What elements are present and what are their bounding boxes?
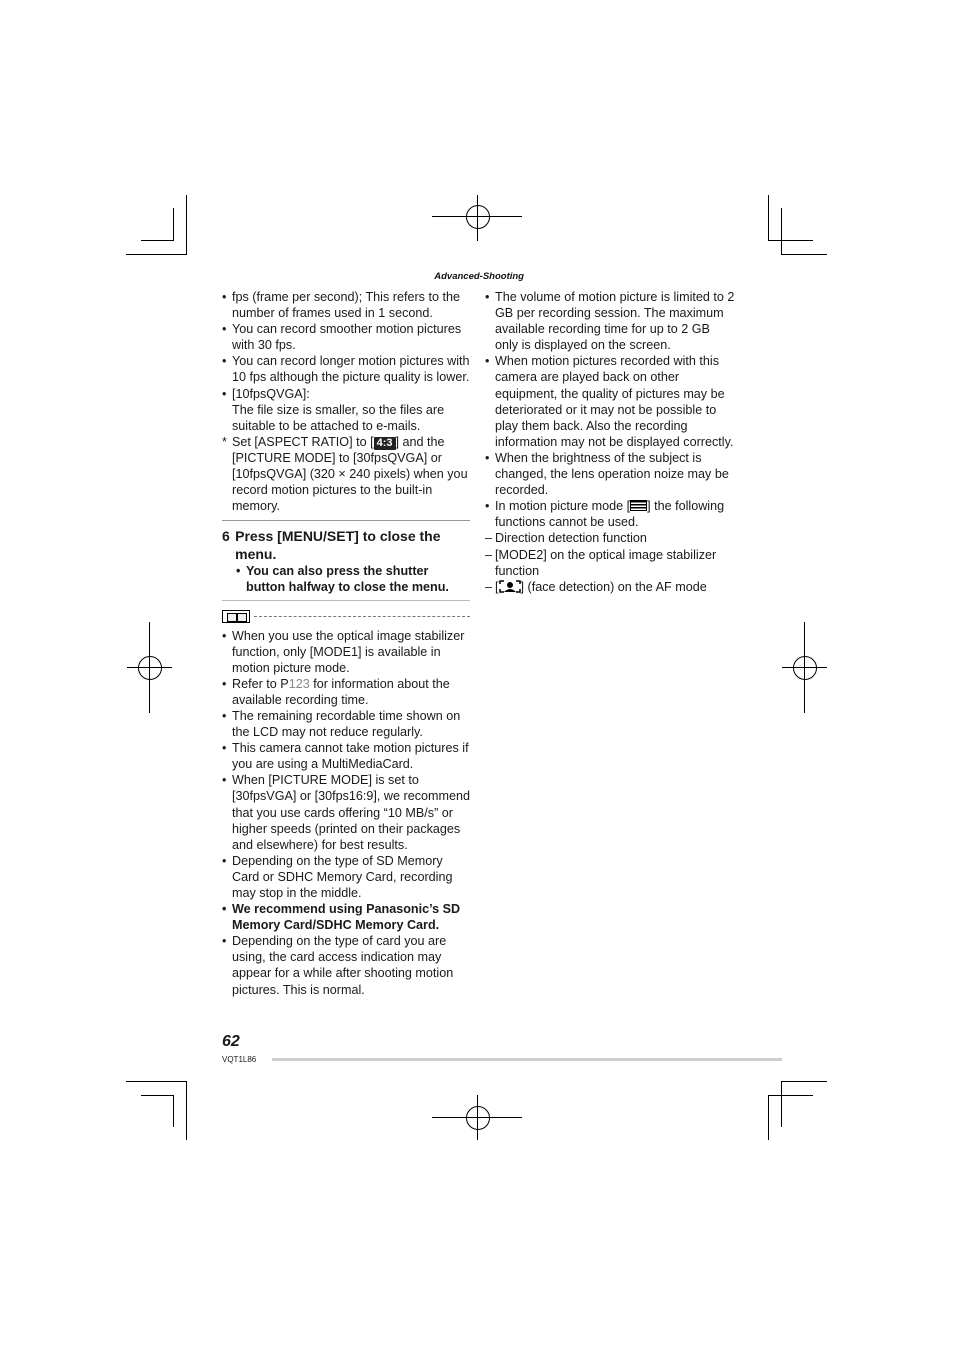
crop-mark xyxy=(781,1081,782,1127)
crop-mark xyxy=(768,1095,813,1096)
note-item: • Depending on the type of card you are using, the card access indication may appear for a while after shooting motion pictures. This is normal. xyxy=(222,934,454,997)
asterisk-note: * Set [ASPECT RATIO] to [ 4:3 ] and the [PICTURE MODE] to [30fpsQVGA] or [10fpsQVGA] (320 × 240 pixels) when you record motion pictures to the built-in memory. xyxy=(222,434,468,514)
motion-picture-mode-icon xyxy=(630,500,647,511)
dash-item: – [ ] (face detection) on the AF mode xyxy=(485,579,707,594)
section-title: Advanced-Shooting xyxy=(434,271,524,282)
crop-mark xyxy=(173,208,174,241)
step-number: 6 xyxy=(222,528,230,545)
dash-item: – Direction detection function xyxy=(485,531,647,546)
list-item: • In motion picture mode [ ] the following functions cannot be used. xyxy=(485,499,725,530)
left-column xyxy=(222,289,470,998)
step-title: Press [MENU/SET] to close the menu. xyxy=(235,528,441,563)
crop-mark xyxy=(186,195,187,255)
crop-mark xyxy=(781,208,782,255)
note-item-bold: • We recommend using Panasonic’s SD Memory Card/SDHC Memory Card. xyxy=(222,902,461,933)
note-item: • The remaining recordable time shown on the LCD may not reduce regularly. xyxy=(222,708,461,740)
crop-mark xyxy=(768,240,813,241)
list-item: • You can record longer motion pictures with 10 fps although the picture quality is lower. xyxy=(222,354,470,385)
crop-mark xyxy=(173,1095,174,1127)
note-item: • When [PICTURE MODE] is set to [30fpsVGA] or [30fps16:9], we recommend that you use cards offering “10 MB/s” or higher speeds (printed on their packages and elsewhere) for best results. xyxy=(222,773,471,852)
list-item: • fps (frame per second); This refers to the number of frames used in 1 second. xyxy=(222,290,460,321)
crop-mark xyxy=(781,1081,827,1082)
crop-mark xyxy=(126,254,186,255)
footer-rule xyxy=(272,1058,782,1061)
list-item: • You can record smoother motion pictures with 30 fps. xyxy=(222,322,462,353)
list-item: • [10fpsQVGA]: The file size is smaller, so the files are suitable to be attached to e-mails. xyxy=(222,386,445,433)
crop-mark xyxy=(768,1095,769,1140)
document-code: VQT1L86 xyxy=(222,1055,257,1064)
crop-mark xyxy=(141,240,174,241)
crop-mark xyxy=(186,1081,187,1140)
right-column xyxy=(485,289,735,595)
crop-mark xyxy=(781,254,827,255)
page-number: 62 xyxy=(222,1033,240,1050)
aspect-ratio-icon: 4:3 xyxy=(374,437,396,450)
note-book-icon xyxy=(222,610,250,623)
divider xyxy=(222,600,470,601)
list-item: • When the brightness of the subject is changed, the lens operation noize may be recorded. xyxy=(485,450,729,498)
dash-item: – [MODE2] on the optical image stabilizer function xyxy=(485,547,717,578)
list-item: • The volume of motion picture is limited to 2 GB per recording session. The maximum available recording time for up to 2 GB only is displayed on the screen. xyxy=(485,290,735,353)
step-tip: • You can also press the shutter button halfway to close the menu. xyxy=(236,564,449,595)
note-item: • This camera cannot take motion pictures if you are using a MultiMediaCard. xyxy=(222,741,469,772)
step-6 xyxy=(222,520,470,600)
notes-header xyxy=(222,609,470,625)
page-reference-link[interactable]: 123 xyxy=(288,676,310,691)
crop-mark xyxy=(768,195,769,241)
note-item: • Depending on the type of SD Memory Card or SDHC Memory Card, recording may stop in the middle. xyxy=(222,853,453,900)
crop-mark xyxy=(141,1095,174,1096)
note-item: • Refer to P123 for information about the available recording time. xyxy=(222,676,450,707)
note-item: • When you use the optical image stabilizer function, only [MODE1] is available in motion picture mode. xyxy=(222,628,465,675)
face-detection-icon xyxy=(499,580,521,593)
divider xyxy=(254,616,470,617)
crop-mark xyxy=(126,1081,186,1082)
list-item: • When motion pictures recorded with this camera are played back on other equipment, the quality of pictures may be deteriorated or it may not be possible to play them back. Also the recording information may not be displayed correctly. xyxy=(485,354,734,449)
